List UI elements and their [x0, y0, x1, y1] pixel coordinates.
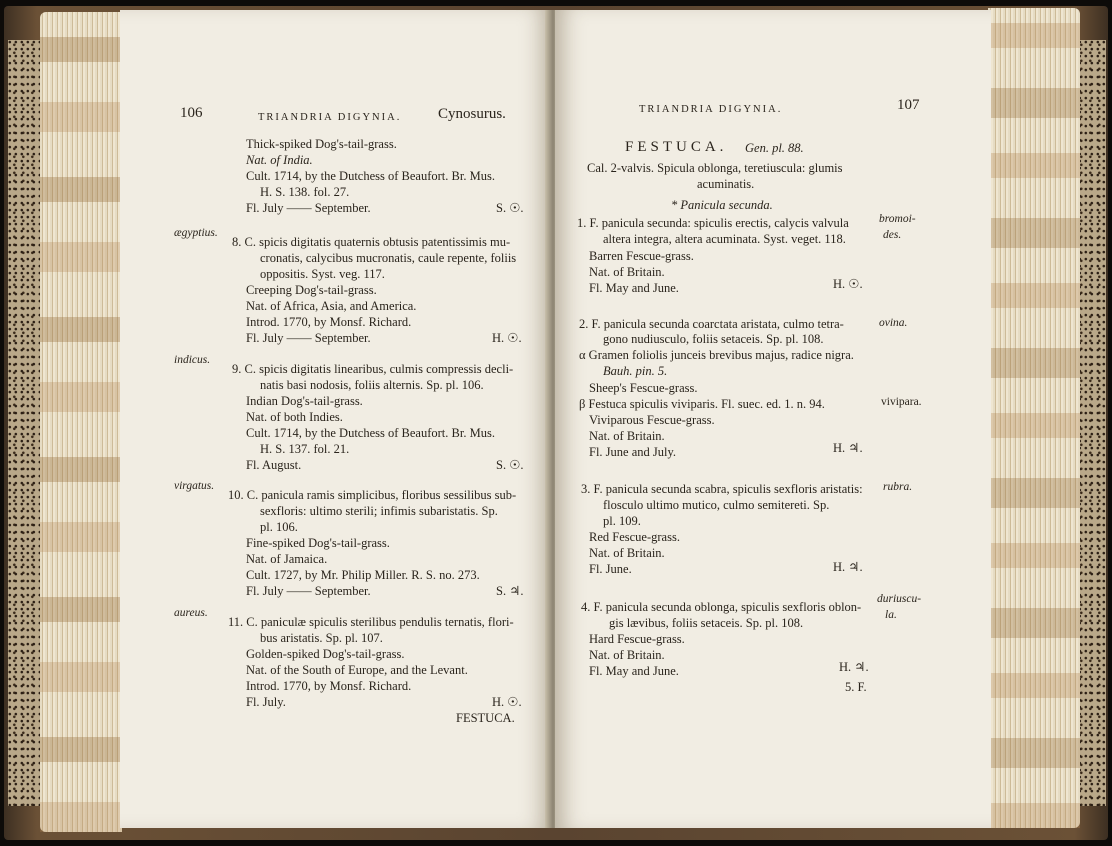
text-line: H. ♃.	[839, 660, 869, 674]
section-heading: * Panicula secunda.	[671, 198, 773, 212]
page-block-left	[40, 12, 122, 832]
text-line: altera integra, altera acuminata. Syst. veget. 118.	[603, 232, 846, 246]
text-line: Fl. July —— September.	[246, 584, 371, 598]
text-line: H. ☉.	[492, 695, 522, 709]
text-line: H. ☉.	[833, 277, 863, 291]
catchword: 5. F.	[845, 680, 867, 694]
text-line: Fl. July.	[246, 695, 286, 709]
text-line: Cal. 2-valvis. Spicula oblonga, teretiuscula: glumis	[587, 161, 843, 175]
catchword: FESTUCA.	[456, 711, 515, 725]
left-page	[120, 10, 550, 828]
text-line: Cult. 1727, by Mr. Philip Miller. R. S. no. 273.	[246, 568, 480, 582]
text-line: Fl. August.	[246, 458, 302, 472]
text-line: Nat. of Britain.	[589, 429, 665, 443]
margin-note: indicus.	[174, 354, 211, 366]
margin-note: duriuscu-	[877, 593, 922, 605]
text-line: Fine-spiked Dog's-tail-grass.	[246, 536, 390, 550]
text-line: 9. C. spicis digitatis linearibus, culmis compressis decli-	[232, 362, 514, 376]
text-line: Fl. June and July.	[589, 445, 677, 459]
text-line: Nat. of Britain.	[589, 648, 665, 662]
margin-note: bromoi-	[879, 213, 916, 225]
genus-reference: Gen. pl. 88.	[745, 141, 804, 155]
text-line: natis basi nodosis, foliis alternis. Sp. pl. 106.	[260, 378, 484, 392]
text-line: S. ♃.	[496, 584, 524, 598]
margin-note: virgatus.	[174, 480, 215, 492]
margin-note: vivipara.	[881, 396, 922, 408]
margin-note: ægyptius.	[174, 227, 218, 239]
text-line: cronatis, calycibus mucronatis, caule repente, foliis	[260, 251, 517, 265]
text-line: Indian Dog's-tail-grass.	[246, 394, 363, 408]
text-line: α Gramen foliolis junceis brevibus majus, radice nigra.	[579, 348, 854, 362]
text-line: Nat. of Britain.	[589, 546, 665, 560]
text-line: Nat. of Africa, Asia, and America.	[246, 299, 417, 313]
text-line: Fl. May and June.	[589, 281, 679, 295]
text-line: S. ☉.	[496, 201, 524, 215]
text-line: Thick-spiked Dog's-tail-grass.	[246, 137, 397, 151]
text-line: Creeping Dog's-tail-grass.	[246, 283, 377, 297]
text-line: Sheep's Fescue-grass.	[589, 381, 698, 395]
genus-title: FESTUCA.	[625, 139, 728, 155]
text-line: Golden-spiked Dog's-tail-grass.	[246, 647, 405, 661]
text-line: H. ♃.	[833, 560, 863, 574]
text-line: Barren Fescue-grass.	[589, 249, 694, 263]
text-line: 2. F. panicula secunda coarctata aristata, culmo tetra-	[579, 317, 844, 331]
text-line: Hard Fescue-grass.	[589, 632, 685, 646]
text-line: Introd. 1770, by Monsf. Richard.	[246, 315, 412, 329]
text-line: Fl. July —— September.	[246, 331, 371, 345]
text-line: H. S. 137. fol. 21.	[260, 442, 350, 456]
text-line: flosculo ultimo mutico, culmo semitereti. Sp.	[603, 498, 830, 512]
text-line: 8. C. spicis digitatis quaternis obtusis patentissimis mu-	[232, 235, 511, 249]
text-line: 3. F. panicula secunda scabra, spiculis sexfloris aristatis:	[581, 482, 863, 496]
running-head: TRIANDRIA DIGYNIA.	[258, 112, 402, 123]
text-line: Fl. May and June.	[589, 664, 679, 678]
text-line: S. ☉.	[496, 458, 524, 472]
text-line: oppositis. Syst. veg. 117.	[260, 267, 385, 281]
running-head: TRIANDRIA DIGYNIA.	[639, 104, 783, 115]
page-number: 106	[180, 105, 203, 121]
text-line: Bauh. pin. 5.	[603, 364, 668, 378]
margin-note: rubra.	[883, 481, 913, 493]
text-line: Viviparous Fescue-grass.	[589, 413, 715, 427]
text-line: Nat. of India.	[246, 153, 313, 167]
text-line: Nat. of both Indies.	[246, 410, 343, 424]
page-number: 107	[897, 97, 920, 113]
text-line: H. ☉.	[492, 331, 522, 345]
margin-note: ovina.	[879, 317, 908, 329]
page-block-right	[988, 8, 1080, 828]
right-page	[555, 10, 991, 828]
margin-note: aureus.	[174, 607, 208, 619]
text-line: β Festuca spiculis viviparis. Fl. suec. ed. 1. n. 94.	[579, 397, 825, 411]
text-line: gis lævibus, foliis setaceis. Sp. pl. 108.	[609, 616, 804, 630]
margin-note: des.	[883, 229, 902, 241]
text-line: H. S. 138. fol. 27.	[260, 185, 350, 199]
text-line: Nat. of the South of Europe, and the Levant.	[246, 663, 468, 677]
text-line: Nat. of Britain.	[589, 265, 665, 279]
text-line: Red Fescue-grass.	[589, 530, 680, 544]
text-line: Nat. of Jamaica.	[246, 552, 328, 566]
text-line: H. ♃.	[833, 441, 863, 455]
text-line: 11. C. paniculæ spiculis sterilibus pendulis ternatis, flori-	[228, 615, 514, 629]
text-line: Fl. June.	[589, 562, 632, 576]
genus-head: Cynosurus.	[438, 106, 506, 122]
text-line: Cult. 1714, by the Dutchess of Beaufort. Br. Mus.	[246, 426, 495, 440]
text-line: Introd. 1770, by Monsf. Richard.	[246, 679, 412, 693]
text-line: 4. F. panicula secunda oblonga, spiculis sexfloris oblon-	[581, 600, 862, 614]
text-line: 10. C. panicula ramis simplicibus, floribus sessilibus sub-	[228, 488, 517, 502]
text-line: 1. F. panicula secunda: spiculis erectis, calycis valvula	[577, 216, 849, 230]
text-line: pl. 109.	[603, 514, 641, 528]
text-line: acuminatis.	[697, 177, 755, 191]
text-line: gono nudiusculo, foliis setaceis. Sp. pl. 108.	[603, 332, 824, 346]
text-line: Cult. 1714, by the Dutchess of Beaufort. Br. Mus.	[246, 169, 495, 183]
text-line: sexfloris: ultimo sterili; infimis subaristatis. Sp.	[260, 504, 498, 518]
text-line: bus aristatis. Sp. pl. 107.	[260, 631, 383, 645]
margin-note: la.	[885, 609, 897, 621]
text-line: Fl. July —— September.	[246, 201, 371, 215]
text-line: pl. 106.	[260, 520, 298, 534]
